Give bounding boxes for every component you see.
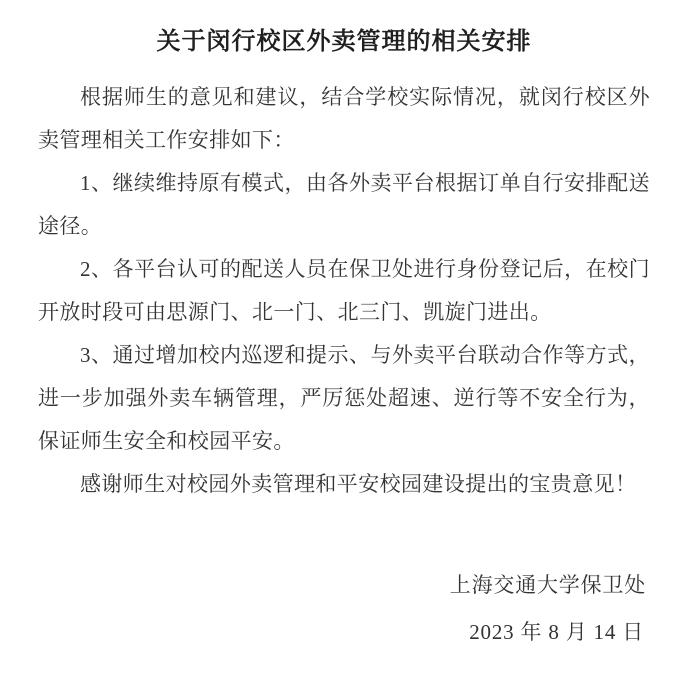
date: 2023 年 8 月 14 日 <box>469 620 644 644</box>
notice-footer <box>38 562 650 656</box>
paragraph-intro: 根据师生的意见和建议，结合学校实际情况，就闵行校区外卖管理相关工作安排如下： <box>38 85 650 152</box>
notice-body <box>38 76 650 506</box>
paragraph-item-1: 1、继续维持原有模式，由各外卖平台根据订单自行安排配送途径。 <box>38 171 650 238</box>
signature: 上海交通大学保卫处 <box>449 573 646 597</box>
paragraph-thanks: 感谢师生对校园外卖管理和平安校园建设提出的宝贵意见！ <box>80 472 637 496</box>
paragraph-item-3: 3、通过增加校内巡逻和提示、与外卖平台联动合作等方式，进一步加强外卖车辆管理，严厉惩处超速、逆行等不安全行为，保证师生安全和校园平安。 <box>38 343 650 453</box>
paragraph-item-2: 2、各平台认可的配送人员在保卫处进行身份登记后，在校门开放时段可由思源门、北一门、北三门、凯旋门进出。 <box>38 257 650 324</box>
notice-title: 关于闵行校区外卖管理的相关安排 <box>156 28 532 55</box>
